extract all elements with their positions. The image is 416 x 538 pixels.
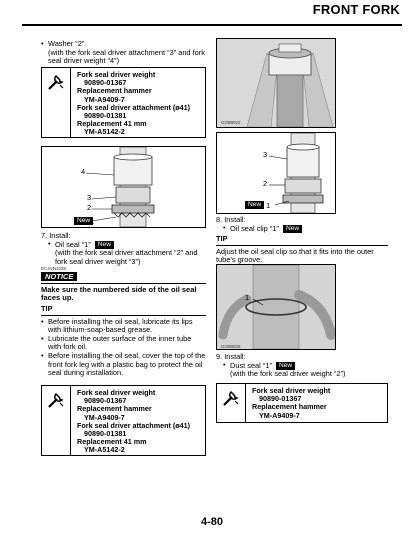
section-title: FRONT FORK [312,2,400,17]
washer-instruction [41,40,206,66]
tool-box-3 [216,383,388,423]
tool-part-number: 90890-01367 [84,396,127,406]
callout-2: 2 [263,179,268,188]
tool-box-1 [41,67,206,138]
step-9 [216,353,388,379]
figure-washer-install [216,38,336,128]
tool-part-number: YM-A9409-7 [84,412,125,422]
callout-3: 3 [87,193,92,202]
tool-part-number: 90890-01367 [259,394,302,404]
notice-section [41,272,206,303]
tool-name: Fork seal driver attachment (ø41) [77,102,191,112]
tip-rule [216,245,388,246]
callout-4: 4 [81,167,86,176]
new-badge: New [95,241,114,249]
figure-code: GO88022 [221,120,241,125]
callout-1: 1 [90,217,95,226]
oil-seal-note: (with the fork seal driver attachment “2” and fork seal driver weight “3”) [55,248,198,266]
dust-seal-note: (with the fork seal driver weight “2”) [230,369,346,379]
tool-name: Fork seal driver weight [252,386,331,395]
oil-seal-clip-item: • Oil seal clip “1” [223,224,279,233]
oil-seal-item: • Oil seal “1” [48,240,91,249]
figure-oil-seal-clip [216,264,336,350]
step-9-title: 9. Install: [216,352,246,361]
tool-box-2 [41,385,206,456]
tool-part-number: YM-A5142-2 [84,127,125,137]
new-badge: New [276,362,295,370]
tool-name: Replacement 41 mm [77,119,147,129]
callout-1: 1 [245,293,250,302]
tool-name: Replacement hammer [77,86,152,96]
new-badge: New [72,217,93,226]
callout-1: 1 [266,201,271,210]
tip-item: • Before installing the oil seal, lubricate its lips with lithium-soap-based grease. [41,318,206,335]
new-badge: New [283,225,302,233]
page-number: 4-80 [201,516,224,528]
figure-oil-seal-install [41,146,206,228]
tip-item: • Before installing the oil seal, cover the top of the front fork leg with a plastic bag to protect the oil seal during installation. [41,352,206,378]
tip-section-right [216,235,388,265]
tool-name: Replacement hammer [252,402,327,412]
wrench-icon [42,68,71,137]
tool-name: Fork seal driver weight [77,388,156,397]
step-7 [41,232,206,266]
tip-section-left [41,305,206,378]
new-badge: New [243,201,264,210]
tool-name: Fork seal driver weight [77,70,156,79]
tip-item: • Lubricate the outer surface of the inner tube with fork oil. [41,335,206,352]
notice-rule [41,283,206,284]
step-8-title: 8. Install: [216,215,246,224]
figure-oil-seal-driver [216,132,336,214]
tool-name: Replacement hammer [77,404,152,414]
notice-badge: NOTICE [41,272,77,281]
tool-part-number: YM-A5142-2 [84,445,125,455]
tip-text: Adjust the oil seal clip so that it fits into the outer tube’s groove. [216,246,374,265]
step-8 [216,216,388,233]
tip-rule [41,315,206,316]
tip-label: TIP [216,234,228,243]
tool-part-number: 90890-01381 [84,111,127,121]
washer-note: (with the fork seal driver attachment “3” and fork seal driver weight “4”) [48,47,205,66]
figure-code: GO88023 [221,344,241,349]
header-rule [22,24,402,26]
callout-3: 3 [263,150,268,159]
tip-label: TIP [41,304,53,313]
tool-part-number: 90890-01367 [84,78,127,88]
tool-name: Fork seal driver attachment (ø41) [77,420,191,430]
wrench-icon [217,384,246,422]
notice-text: Make sure the numbered side of the oil seal faces up. [41,284,197,303]
callout-2: 2 [87,203,92,212]
washer-item: • Washer “2” [41,40,206,49]
tool-name: Replacement 41 mm [77,437,147,447]
wrench-icon [42,386,71,455]
tool-part-number: YM-A9409-7 [84,94,125,104]
step-7-title: 7. Install: [41,231,71,240]
ref-code: EC4VN1035 [41,266,67,271]
dust-seal-item: • Dust seal “1” [223,361,272,370]
tool-part-number: 90890-01381 [84,429,127,439]
tool-part-number: YM-A9409-7 [259,410,300,420]
